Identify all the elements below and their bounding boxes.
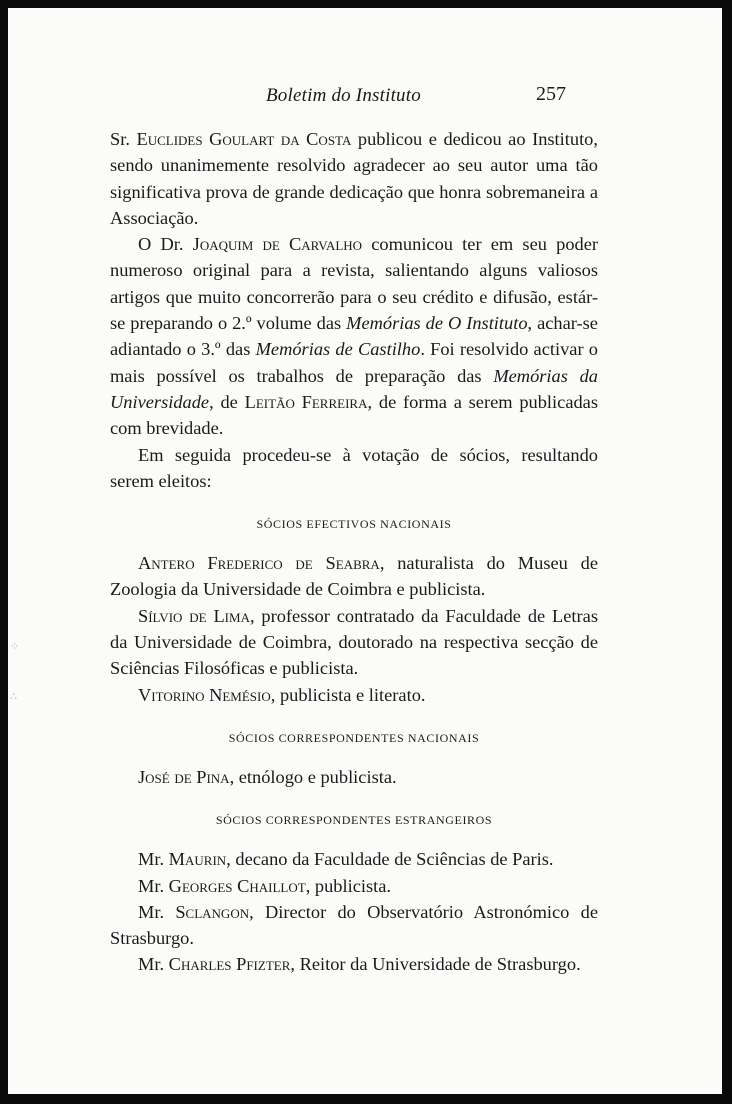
section-heading-efectivos: SÓCIOS EFECTIVOS NACIONAIS: [256, 517, 452, 532]
person-name: Euclides Goulart da Costa: [136, 129, 352, 149]
member-entry: Mr. Georges Chaillot, publicista.: [138, 875, 392, 896]
work-title: Memórias de Castilho: [255, 339, 421, 360]
paragraph-costa: Sr. Euclides Goulart da Costa publicou e dedicou ao Instituto, sendo unanimemente resolvido agradecer ao seu autor uma tão significativa prova de grande dedicação que honra sobremaneira a Associação.: [110, 129, 598, 228]
member-entry: José de Pina, etnólogo e publicista.: [138, 766, 397, 787]
margin-smudge: ⁘: [10, 641, 20, 653]
person-name: Leitão Ferreira: [244, 391, 368, 412]
section-heading-correspondentes-estrangeiros: SÓCIOS CORRESPONDENTES ESTRANGEIROS: [215, 813, 493, 828]
work-title: Memórias da Universidade: [110, 365, 598, 412]
paragraph-carvalho: O Dr. Joaquim de Carvalho comunicou ter em seu poder numeroso original para a revista, salientando alguns valiosos artigos que muito concorrerão para o seu crédito e difusão, estár-se preparando o 2.º volume das Memórias de O Instituto, achar-se adiantado o 3.º das Memórias de Castilho. Foi resolvido activar o mais possível os trabalhos de preparação das Memórias da Universidade, de Leitão Ferreira, de forma a serem publicadas com brevidade.: [110, 234, 598, 439]
document-page: [8, 8, 722, 1094]
member-entry: Mr. Charles Pfizter, Reitor da Universidade de Strasburgo.: [138, 954, 581, 975]
person-name: Sílvio de Lima: [138, 605, 250, 626]
person-name: Joaquim de Carvalho: [192, 234, 363, 255]
page-header: [8, 85, 722, 115]
member-entry: Sílvio de Lima, professor contratado da Faculdade de Letras da Universidade de Coimbra, doutorado na respectiva secção de Sciências Filosóficas e publicista.: [110, 605, 598, 679]
person-name: Charles Pfizter: [168, 954, 291, 975]
person-name: Sclangon: [175, 901, 250, 922]
person-name: Georges Chaillot: [168, 875, 306, 896]
section-heading-correspondentes-nacionais: SÓCIOS CORRESPONDENTES NACIONAIS: [228, 730, 480, 745]
margin-smudge: ∴: [10, 691, 17, 703]
body-text: [110, 126, 598, 978]
work-title: Memórias de O Instituto: [346, 313, 528, 334]
member-entry: Mr. Sclangon, Director do Observatório Astronómico de Strasburgo.: [110, 901, 598, 949]
member-entry: Antero Frederico de Seabra, naturalista do Museu de Zoologia da Universidade de Coimbra e publicista.: [110, 553, 598, 600]
page-number: 257: [536, 83, 566, 105]
person-name: Maurin: [168, 849, 227, 870]
paragraph-votacao: Em seguida procedeu-se à votação de sócios, resultando serem eleitos:: [110, 444, 598, 491]
running-title: Boletim do Instituto: [266, 85, 421, 106]
person-name: José de Pina: [138, 766, 230, 787]
person-name: Antero Frederico de Seabra: [138, 553, 380, 574]
person-name: Vitorino Nemésio: [138, 684, 271, 705]
member-entry: Mr. Maurin, decano da Faculdade de Sciências de Paris.: [138, 849, 554, 870]
member-entry: Vitorino Nemésio, publicista e literato.: [138, 684, 426, 705]
